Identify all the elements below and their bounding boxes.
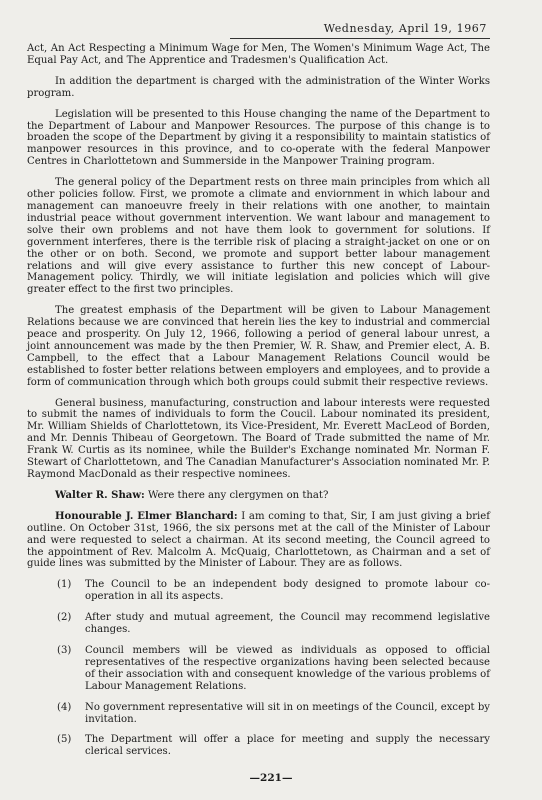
exchange-question — [27, 490, 490, 502]
paragraph-5: The greatest emphasis of the Department will be given to Labour Management Relations because we are convinced that herein lies the key to industrial and commercial peace and prosperity. On July 12, 1966, following a period of general labour unrest, a joint announcement was made by the then Premier, W. R. Shaw, and Premier elect, A. B. Campbell, to the effect that a Labour Management Relations Council would be established to foster better relations between employers and employees, and to provide a form of communication through which both groups could submit their respective reviews. — [27, 305, 490, 388]
paragraph-2: In addition the department is charged with the administration of the Winter Works program. — [27, 75, 490, 99]
header-rule — [230, 38, 490, 39]
paragraph-4: The general policy of the Department rests on three main principles from which all other policies follow. First, we promote a climate and enviornment in which labour and management can manoeuvre freely in their relations with one another, to maintain industrial peace without government intervention. We want labour and management to solve their own problems and not have them look to government for solutions. If government interferes, there is the terrible risk of placing a straight-jacket on one or on the other or on both. Second, we promote and support better labour management relations and will give every assistance to further this new concept of Labour-Management policy. Thirdly, we will initiate legislation and policies which will give greater effect to the first two principles. — [27, 177, 490, 296]
list-item — [27, 612, 490, 636]
paragraph-3: Legislation will be presented to this House changing the name of the Department to the Department of Labour and Manpower Resources. The purpose of this change is to broaden the scope of the Department by giving it a responsibility to maintain statistics of manpower resources in this province, and to co-operate with the federal Manpower Centres in Charlottetown and Summerside in the Manpower Training program. — [27, 108, 490, 168]
list-item-text: The Department will offer a place for meeting and supply the necessary clerical services. — [85, 734, 490, 758]
speaker-name: Walter R. Shaw: — [55, 489, 145, 501]
running-head-date: Wednesday, April 19, 1967 — [323, 22, 487, 35]
speech-text: Were there any clergymen on that? — [147, 489, 329, 501]
list-item — [27, 579, 490, 603]
list-item-number: (3) — [57, 644, 72, 656]
list-item — [27, 702, 490, 726]
list-item-text: After study and mutual agreement, the Council may recommend legislative changes. — [85, 612, 490, 636]
speaker-name: Honourable J. Elmer Blanchard: — [55, 510, 238, 522]
list-item-number: (4) — [57, 701, 72, 713]
body-text — [27, 43, 490, 767]
page-number: —221— — [249, 772, 293, 784]
list-item-number: (5) — [57, 734, 72, 746]
paragraph-6: General business, manufacturing, construction and labour interests were requested to submit the names of individuals to form the Coucil. Labour nominated its president, Mr. William Shields of Charlottetown, its Vice-President, Mr. Everett MacLeod of Borden, and Mr. Dennis Thibeau of Georgetown. The Board of Trade submitted the name of Mr. Frank W. Curtis as its nominee, while the Builder's Exchange nominated Mr. Norman F. Stewart of Charlottetown, and The Canadian Manufacturer's Association nominated Mr. P. Raymond MacDonald as their respective nominees. — [27, 397, 490, 480]
list-item-text: The Council to be an independent body designed to promote labour co-operation in all its aspects. — [85, 579, 490, 603]
paragraph-1: Act, An Act Respecting a Minimum Wage for Men, The Women's Minimum Wage Act, The Equal Pay Act, and The Apprentice and Tradesmen's Qualification Act. — [27, 43, 490, 66]
list-item — [27, 734, 490, 758]
exchange-answer — [27, 511, 490, 571]
list-item-text: No government representative will sit in on meetings of the Council, except by invitation. — [85, 701, 490, 725]
speech-text: I am coming to that, Sir, I am just giving a brief outline. On October 31st, 1966, the six persons met at the call of the Minister of Labour and were requested to select a chairman. At its second meeting, the Council agreed to the appointment of Rev. Malcolm A. McQuaig, Charlottetown, as Chairman and a set of guide lines was submitted by the Minister of Labour. They are as follows. — [27, 510, 490, 570]
list-item — [27, 645, 490, 693]
guideline-list — [27, 579, 490, 758]
list-item-number: (2) — [57, 612, 72, 624]
list-item-number: (1) — [57, 579, 72, 591]
list-item-text: Council members will be viewed as individuals as opposed to official representatives of the respective organizations having been selected because of their association with and consequent knowledge of the various problems of Labour Management Relations. — [85, 644, 490, 692]
